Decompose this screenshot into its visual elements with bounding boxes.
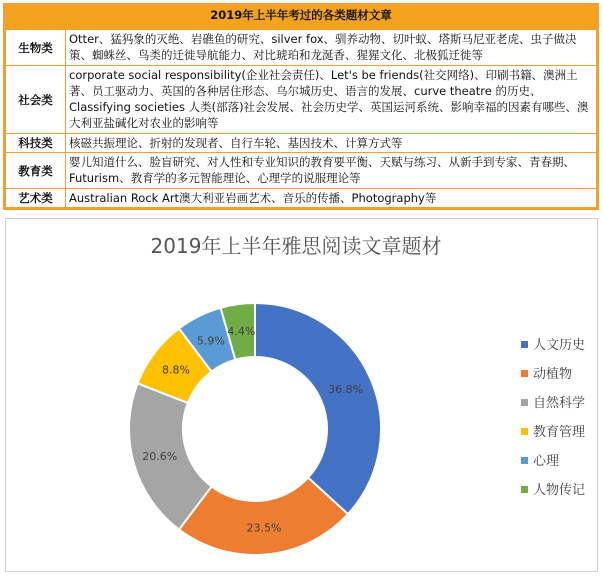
- topic-list: corporate social responsibility(企业社会责任)、Let's be friends(社交网络)、印刷书籍、澳洲土著、员工驱动力、英国的各种居住形态、乌尔城历史、语言的发展、curve theatre 的历史、Classifying societies 人类(部落)社会发展、社会历史学、英国运河系统、影响幸福的因素有哪些、澳大利亚盐碱化对农业的影响等: [66, 66, 597, 134]
- legend-label: 心理: [533, 454, 560, 469]
- legend-label: 自然科学: [533, 396, 586, 411]
- table-title: 2019年上半年考过的各类题材文章: [6, 6, 597, 30]
- legend-label: 人物传记: [533, 483, 586, 498]
- topic-table: [5, 5, 597, 208]
- donut-slices: [129, 303, 381, 555]
- legend-swatch: [521, 370, 528, 377]
- donut-chart-panel: [5, 218, 598, 572]
- legend-swatch: [521, 399, 528, 406]
- legend: [521, 337, 585, 498]
- topic-list: 核磁共振理论、折射的发现者、自行车轮、基因技术、计算方式等: [66, 134, 597, 153]
- legend-swatch: [521, 341, 528, 348]
- table-title-row: [6, 6, 597, 30]
- category-label: 生物类: [6, 30, 66, 66]
- table-row: [6, 30, 597, 66]
- table-row: [6, 66, 597, 134]
- donut-chart: [6, 219, 597, 571]
- topic-table-container: [3, 3, 599, 210]
- category-label: 教育类: [6, 153, 66, 189]
- legend-label: 教育管理: [533, 425, 586, 440]
- table-row: [6, 153, 597, 189]
- slice-value-label: 20.6%: [142, 450, 178, 464]
- slice-value-label: 4.4%: [227, 324, 256, 338]
- topic-list: Otter、猛犸象的灭绝、岩礁鱼的研究、silver fox、驯养动物、切叶蚁、塔斯马尼亚老虎、虫子做决策、蜘蛛丝、鸟类的迁徙导航能力、对比琥珀和龙涎香、猩猩文化、北极狐迁徙等: [66, 30, 597, 66]
- slice-value-label: 8.8%: [162, 363, 190, 377]
- legend-swatch: [521, 428, 528, 435]
- table-row: [6, 189, 597, 208]
- slice-value-label: 5.9%: [196, 334, 225, 348]
- donut-slice-1: [255, 303, 381, 514]
- category-label: 社会类: [6, 66, 66, 134]
- category-label: 艺术类: [6, 189, 66, 208]
- legend-swatch: [521, 457, 528, 464]
- slice-value-label: 36.8%: [328, 383, 364, 397]
- legend-swatch: [521, 486, 528, 493]
- table-row: [6, 134, 597, 153]
- legend-label: 人文历史: [533, 338, 586, 353]
- category-label: 科技类: [6, 134, 66, 153]
- slice-value-label: 23.5%: [246, 521, 282, 535]
- legend-label: 动植物: [533, 367, 573, 382]
- chart-title: 2019年上半年雅思阅读文章题材: [150, 234, 442, 258]
- topic-list: 婴儿知道什么、脸盲研究、对人性和专业知识的教育要平衡、天赋与练习、从新手到专家、青春期、Futurism、教育学的多元智能理论、心理学的说服理论等: [66, 153, 597, 189]
- topic-list: Australian Rock Art澳大利亚岩画艺术、音乐的传播、Photography等: [66, 189, 597, 208]
